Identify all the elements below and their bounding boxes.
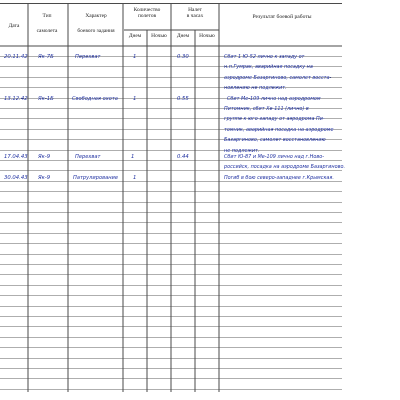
header-hours-day: Днем — [176, 33, 190, 39]
row-2-result-line-6: не подлежит. — [224, 147, 260, 154]
header-sorties-day: Днем — [128, 33, 142, 39]
row-4-date: 30.04.43 — [4, 174, 28, 181]
row-3-result-line-2: российск, посадка на аэродроме Базаргиново. — [224, 164, 346, 171]
row-4-sorties-day: 1 — [133, 174, 137, 181]
header-hours-line-2: в часах — [186, 13, 204, 19]
row-4-result-line-1: Погиб в бою северо-западнее г.Крымская. — [224, 174, 334, 181]
header-result: Результат боевой работы — [252, 14, 312, 20]
header-aircraft-type-line-2: самолета — [36, 28, 58, 34]
row-1-date: 20.11.42 — [4, 54, 28, 60]
row-1-result-line-1: Сбит 1 Ю-52 лично к западу от — [224, 54, 305, 60]
row-2-task: Свободная охота — [72, 95, 118, 102]
row-2-result-line-1: Сбит Ме-109 лично над аэродромом — [227, 95, 321, 102]
header-sorties-line-1: Количество — [133, 7, 161, 13]
header-hours-night: Ночью — [199, 33, 215, 39]
row-2-result-line-2: Питомник, сбит Хе-111 (лично) в — [224, 106, 309, 112]
row-4-aircraft-type: Як-9 — [38, 174, 51, 181]
row-2-date: 13.12.42 — [4, 95, 28, 102]
row-2-sorties-day: 1 — [133, 95, 137, 102]
row-3-sorties-day: 1 — [131, 153, 135, 160]
header-date: Дата — [8, 23, 20, 29]
row-3-task: Перехват — [75, 153, 101, 160]
row-1-hours-day: 0.30 — [177, 54, 189, 60]
header-sorties-line-2: полетов — [137, 13, 157, 19]
row-1-result-line-4: новлению не подлежит. — [224, 85, 287, 92]
row-3-result-line-1: Сбит Ю-87 и Ме-109 лично над г.Ново- — [224, 153, 324, 160]
header-hours-line-1: Налет — [188, 7, 202, 13]
row-1-task: Перехват — [75, 54, 101, 60]
row-1-sorties-day: 1 — [133, 54, 137, 60]
row-2-aircraft-type: Як-1Б — [38, 95, 54, 102]
row-1-aircraft-type: Як-7Б — [38, 54, 54, 60]
header-sorties-night: Ночью — [151, 33, 167, 39]
row-2-result-line-5: Базаргиново, самолет восстановлению — [224, 137, 326, 144]
header-aircraft-type-line-1: Тип — [42, 13, 52, 19]
header-task-line-2: боевого задания — [77, 28, 115, 34]
row-2-result-line-4: томник, аварийная посадка на аэродроме — [224, 126, 334, 133]
row-4-task: Патрулирование — [73, 174, 118, 181]
row-1-result-line-2: н.п.Гумрак, аварийная посадку на — [224, 64, 313, 71]
row-1-result-line-3: аэродроме Базаргиново, самолет восста- — [224, 74, 332, 81]
row-2-result-line-3: группе к юго-западу от аэродрома Пи- — [224, 116, 325, 123]
row-2-hours-day: 0.55 — [177, 95, 189, 102]
row-3-date: 17.04.43 — [4, 153, 28, 160]
row-3-aircraft-type: Як-9 — [38, 153, 51, 160]
header-task-line-1: Характер — [85, 13, 107, 19]
row-3-hours-day: 0.44 — [177, 153, 189, 160]
